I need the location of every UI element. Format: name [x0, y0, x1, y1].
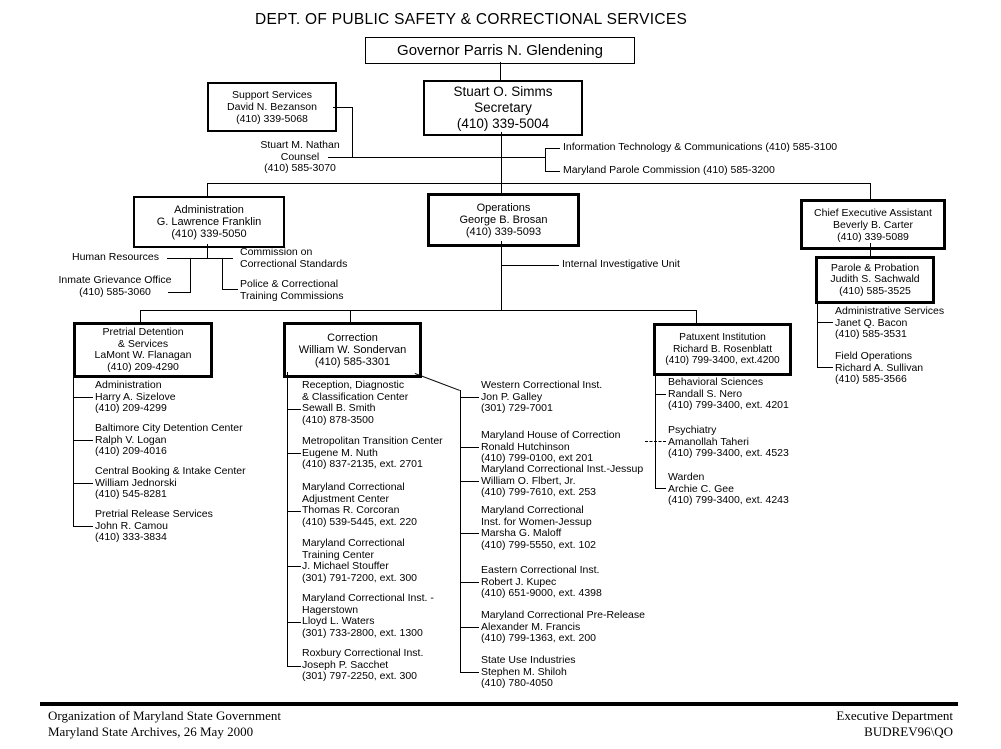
commission-line1: Commission on: [240, 246, 313, 258]
node-internal-investigative-unit: Internal Investigative Unit: [562, 258, 680, 270]
connector-tick: [460, 533, 479, 534]
connector-staff-bracket: [545, 148, 546, 172]
org-entry-baltimore-city-detention: [95, 423, 243, 458]
org-entry-central-booking: [95, 466, 246, 501]
inmate-grievance-line2: (410) 585-3060: [79, 285, 151, 298]
entry-line: Pretrial Release Services: [95, 508, 213, 520]
org-entry-md-correctional-pre-release: [481, 610, 645, 645]
org-entry-roxbury: [302, 648, 423, 683]
connector-inmate-tick: [168, 292, 190, 293]
correction-name: William W. Sondervan: [298, 344, 407, 356]
node-human-resources: Human Resources: [72, 251, 159, 263]
entry-line: Central Booking & Intake Center: [95, 465, 246, 477]
connector-patuxent-rail: [655, 370, 656, 489]
entry-line: (410) 209-4299: [95, 402, 167, 414]
org-entry-md-correctional-women-jessup: [481, 505, 596, 551]
connector-admin-stub: [207, 244, 208, 258]
connector-admin-cross: [167, 258, 233, 259]
org-entry-reception-diagnostic: [302, 380, 408, 426]
entry-line: (410) 799-3400, ext. 4243: [668, 494, 789, 506]
entry-line: Hagerstown: [302, 603, 359, 616]
connector-police-tick: [222, 289, 238, 290]
pretrial-phone: (410) 209-4290: [107, 360, 179, 373]
entry-line: Inst. for Women-Jessup: [481, 515, 592, 528]
connector-institutions-bus: [140, 310, 697, 311]
counsel-phone: (410) 585-3070: [264, 162, 336, 174]
entry-line: Maryland Correctional: [481, 504, 584, 516]
connector-drop-patuxent: [696, 310, 697, 323]
entry-line: (410) 651-9000, ext. 4398: [481, 587, 602, 599]
entry-line: (410) 799-1363, ext. 200: [481, 632, 596, 644]
patuxent-name: Richard B. Rosenblatt: [672, 343, 773, 355]
footer-budrev-line: BUDREV96\QO: [864, 724, 953, 739]
correction-title: Correction: [327, 332, 378, 344]
org-entry-eastern-correctional: [481, 565, 602, 600]
entry-line: (301) 797-2250, ext. 300: [302, 670, 417, 682]
connector-psychiatry-dashed-tick: [645, 441, 666, 442]
administration-phone: (410) 339-5050: [171, 228, 247, 240]
entry-line: Baltimore City Detention Center: [95, 422, 243, 434]
footer-left: [48, 708, 281, 740]
entry-line: Janet Q. Bacon: [835, 316, 908, 329]
footer-right: [836, 708, 953, 740]
org-entry-md-house-of-correction: [481, 430, 620, 465]
node-police-training-commissions: [240, 279, 343, 302]
connector-governor-secretary: [500, 62, 501, 80]
entry-line: (410) 799-3400, ext. 4201: [668, 399, 789, 411]
entry-line: (410) 539-5445, ext. 220: [302, 515, 417, 528]
patuxent-phone: (410) 799-3400, ext.4200: [665, 355, 780, 367]
pp-phone: (410) 585-3525: [839, 284, 911, 297]
entry-line: J. Michael Stouffer: [302, 560, 389, 572]
operations-phone: (410) 339-5093: [465, 226, 542, 238]
entry-line: Randall S. Nero: [668, 387, 743, 400]
connector-support-elbow-v: [352, 107, 353, 157]
secretary-title: Secretary: [474, 100, 532, 115]
connector-drop-pretrial: [140, 310, 141, 322]
connector-tick: [73, 526, 93, 527]
entry-line: Field Operations: [835, 350, 913, 362]
pp-name: Judith S. Sachwald: [830, 273, 920, 286]
entry-line: (410) 209-4016: [95, 445, 167, 457]
connector-tick: [73, 440, 93, 441]
org-entry-psychiatry: [668, 425, 789, 460]
entry-line: Reception, Diagnostic: [302, 379, 405, 391]
org-entry-warden: [668, 472, 789, 507]
entry-line: Thomas R. Corcoran: [302, 504, 400, 516]
connector-tick: [460, 582, 479, 583]
org-entry-md-correctional-jessup: [481, 464, 643, 499]
connector-tick: [817, 367, 833, 368]
org-entry-md-correctional-adjustment: [302, 482, 417, 528]
org-entry-administrative-services: [835, 306, 944, 341]
entry-line: Warden: [668, 471, 705, 483]
connector-drop-admin: [207, 183, 208, 196]
support-services-phone: (410) 339-5068: [236, 113, 308, 125]
connector-tick: [655, 488, 666, 489]
police-line1: Police & Correctional: [240, 278, 339, 290]
org-entry-metropolitan-transition: [302, 436, 443, 471]
entry-line: Joseph P. Sacchet: [302, 658, 389, 671]
entry-line: Roxbury Correctional Inst.: [302, 647, 424, 659]
entry-line: (410) 585-3531: [835, 328, 907, 340]
entry-line: Harry A. Sizelove: [95, 390, 176, 403]
org-entry-field-operations: [835, 351, 923, 386]
box-patuxent: [653, 323, 792, 376]
entry-line: (410) 780-4050: [481, 677, 553, 689]
connector-tick: [460, 481, 479, 482]
connector-tick: [287, 409, 301, 410]
box-support-services: [207, 82, 337, 132]
pretrial-title1: Pretrial Detention: [102, 326, 184, 338]
entry-line: Western Correctional Inst.: [481, 379, 603, 391]
entry-line: (410) 799-5550, ext. 102: [481, 538, 596, 551]
connector-tick: [73, 397, 93, 398]
entry-line: (410) 545-8281: [95, 488, 167, 500]
commission-line2: Correctional Standards: [240, 257, 348, 270]
entry-line: William Jednorski: [95, 476, 177, 489]
entry-line: Maryland Correctional: [302, 481, 405, 493]
operations-title: Operations: [476, 202, 531, 214]
entry-line: & Classification Center: [302, 390, 409, 403]
org-entry-state-use-industries: [481, 655, 576, 690]
connector-main-bus: [207, 183, 871, 184]
entry-line: Training Center: [302, 548, 374, 561]
box-pretrial-detention: [73, 322, 213, 378]
inmate-grievance-line1: Inmate Grievance Office: [58, 274, 172, 286]
entry-line: (410) 878-3500: [302, 413, 374, 426]
counsel-title: Counsel: [280, 150, 320, 163]
administration-title: Administration: [174, 204, 244, 216]
pp-title: Parole & Probation: [830, 261, 920, 274]
entry-line: Alexander M. Francis: [481, 620, 581, 633]
entry-line: Administrative Services: [835, 305, 945, 317]
entry-line: (301) 791-7200, ext. 300: [302, 571, 417, 584]
entry-line: Maryland Correctional Inst. -: [302, 592, 434, 604]
entry-line: John R. Camou: [95, 519, 168, 532]
cea-title: Chief Executive Assistant: [814, 206, 932, 219]
connector-drop-correction: [350, 310, 351, 322]
entry-line: Eastern Correctional Inst.: [481, 564, 600, 576]
entry-line: Maryland Correctional: [302, 537, 405, 549]
entry-line: Behavioral Sciences: [668, 376, 764, 388]
entry-line: Maryland House of Correction: [481, 429, 621, 441]
connector-drop-cea: [870, 183, 871, 199]
entry-line: (301) 733-2800, ext. 1300: [302, 626, 423, 639]
connector-it-tick: [545, 148, 560, 149]
entry-line: Metropolitan Transition Center: [302, 435, 443, 447]
entry-line: Robert J. Kupec: [481, 575, 557, 588]
page-title: DEPT. OF PUBLIC SAFETY & CORRECTIONAL SERVICES: [255, 11, 688, 28]
entry-line: (410) 799-7610, ext. 253: [481, 486, 596, 498]
org-entry-behavioral-sciences: [668, 377, 789, 412]
connector-counsel-line: [328, 157, 546, 158]
entry-line: Adjustment Center: [302, 492, 389, 505]
connector-tick: [287, 511, 301, 512]
connector-tick: [817, 322, 833, 323]
cea-phone: (410) 339-5089: [837, 230, 909, 243]
pretrial-name: LaMont W. Flanagan: [94, 349, 192, 361]
patuxent-title: Patuxent Institution: [679, 332, 766, 344]
org-entry-md-correctional-hagerstown: [302, 593, 434, 639]
org-entry-western-correctional: [481, 380, 602, 415]
connector-tick: [287, 566, 301, 567]
connector-tick: [73, 483, 93, 484]
police-line2: Training Commissions: [240, 289, 344, 302]
box-operations: [427, 193, 580, 247]
connector-tick: [460, 397, 479, 398]
footer-executive-line: Executive Department: [836, 708, 953, 723]
box-secretary: [423, 80, 583, 136]
box-governor: [365, 37, 635, 64]
correction-phone: (410) 585-3301: [314, 356, 391, 368]
entry-line: Richard A. Sullivan: [835, 361, 924, 374]
connector-tick: [287, 622, 301, 623]
connector-drop-operations: [501, 183, 502, 193]
connector-iiu-tick: [501, 265, 559, 266]
entry-line: State Use Industries: [481, 654, 576, 666]
connector-cea-pp: [870, 243, 871, 257]
governor-label: Governor Parris N. Glendening: [397, 42, 603, 59]
connector-secretary-bus: [501, 132, 502, 184]
entry-line: Ronald Hutchinson: [481, 440, 570, 453]
box-administration: [133, 196, 285, 248]
entry-line: Administration: [95, 379, 162, 391]
entry-line: Psychiatry: [668, 424, 717, 436]
entry-line: Lloyd L. Waters: [302, 615, 375, 627]
cea-name: Beverly B. Carter: [833, 218, 913, 231]
entry-line: Stephen M. Shiloh: [481, 665, 567, 678]
connector-institutions-rail: [460, 390, 461, 672]
footer-org-line: Organization of Maryland State Government: [48, 708, 281, 723]
org-entry-pretrial-administration: [95, 380, 176, 415]
entry-line: Archie C. Gee: [668, 482, 734, 495]
entry-line: (410) 585-3566: [835, 373, 907, 385]
connector-admin-right-rail: [222, 258, 223, 290]
secretary-phone: (410) 339-5004: [456, 116, 550, 131]
entry-line: Maryland Correctional Inst.-Jessup: [481, 463, 644, 475]
entry-line: (410) 799-0100, ext 201: [481, 452, 594, 464]
connector-tick: [655, 394, 666, 395]
footer-rule: [40, 702, 958, 706]
entry-line: Jon P. Galley: [481, 390, 543, 403]
support-services-name: David N. Bezanson: [227, 101, 317, 113]
node-commission-correctional-standards: [240, 247, 347, 270]
entry-line: Eugene M. Nuth: [302, 446, 378, 459]
connector-tick: [460, 672, 479, 673]
connector-operations-drop: [501, 241, 502, 311]
support-services-title: Support Services: [232, 89, 312, 101]
box-parole-probation: [815, 256, 935, 304]
entry-line: Marsha G. Maloff: [481, 527, 562, 539]
connector-tick: [287, 666, 301, 667]
secretary-name: Stuart O. Simms: [453, 84, 553, 99]
connector-parole-tick: [545, 171, 560, 172]
counsel-name: Stuart M. Nathan: [260, 139, 340, 151]
entry-line: Sewall B. Smith: [302, 402, 376, 414]
entry-line: (410) 837-2135, ext. 2701: [302, 458, 423, 470]
node-parole-commission: Maryland Parole Commission (410) 585-3200: [563, 164, 775, 176]
entry-line: (410) 333-3834: [95, 531, 167, 543]
connector-pp-rail: [817, 297, 818, 368]
connector-admin-left-rail: [190, 258, 191, 293]
org-entry-md-correctional-training: [302, 538, 417, 584]
entry-line: (301) 729-7001: [481, 402, 553, 414]
connector-correction-diagonal: [415, 373, 460, 391]
connector-tick: [460, 627, 479, 628]
entry-line: William O. Flbert, Jr.: [481, 474, 576, 487]
administration-name: G. Lawrence Franklin: [156, 216, 262, 228]
entry-line: Amanollah Taheri: [668, 435, 749, 448]
operations-name: George B. Brosan: [459, 214, 548, 226]
entry-line: (410) 799-3400, ext. 4523: [668, 447, 789, 459]
entry-line: Maryland Correctional Pre-Release: [481, 609, 645, 621]
pretrial-title2: & Services: [117, 337, 169, 350]
connector-pretrial-rail: [73, 372, 74, 526]
connector-tick: [287, 453, 301, 454]
node-it-communications: Information Technology & Communications (410) 585-3100: [563, 141, 838, 153]
footer-archives-line: Maryland State Archives, 26 May 2000: [48, 724, 254, 739]
connector-tick: [460, 447, 479, 448]
org-entry-pretrial-release: [95, 509, 213, 544]
box-correction: [283, 322, 422, 378]
connector-support-elbow-h: [333, 107, 353, 108]
entry-line: Ralph V. Logan: [95, 433, 167, 446]
node-inmate-grievance-office: [55, 275, 175, 298]
box-chief-executive-assistant: [800, 199, 946, 250]
